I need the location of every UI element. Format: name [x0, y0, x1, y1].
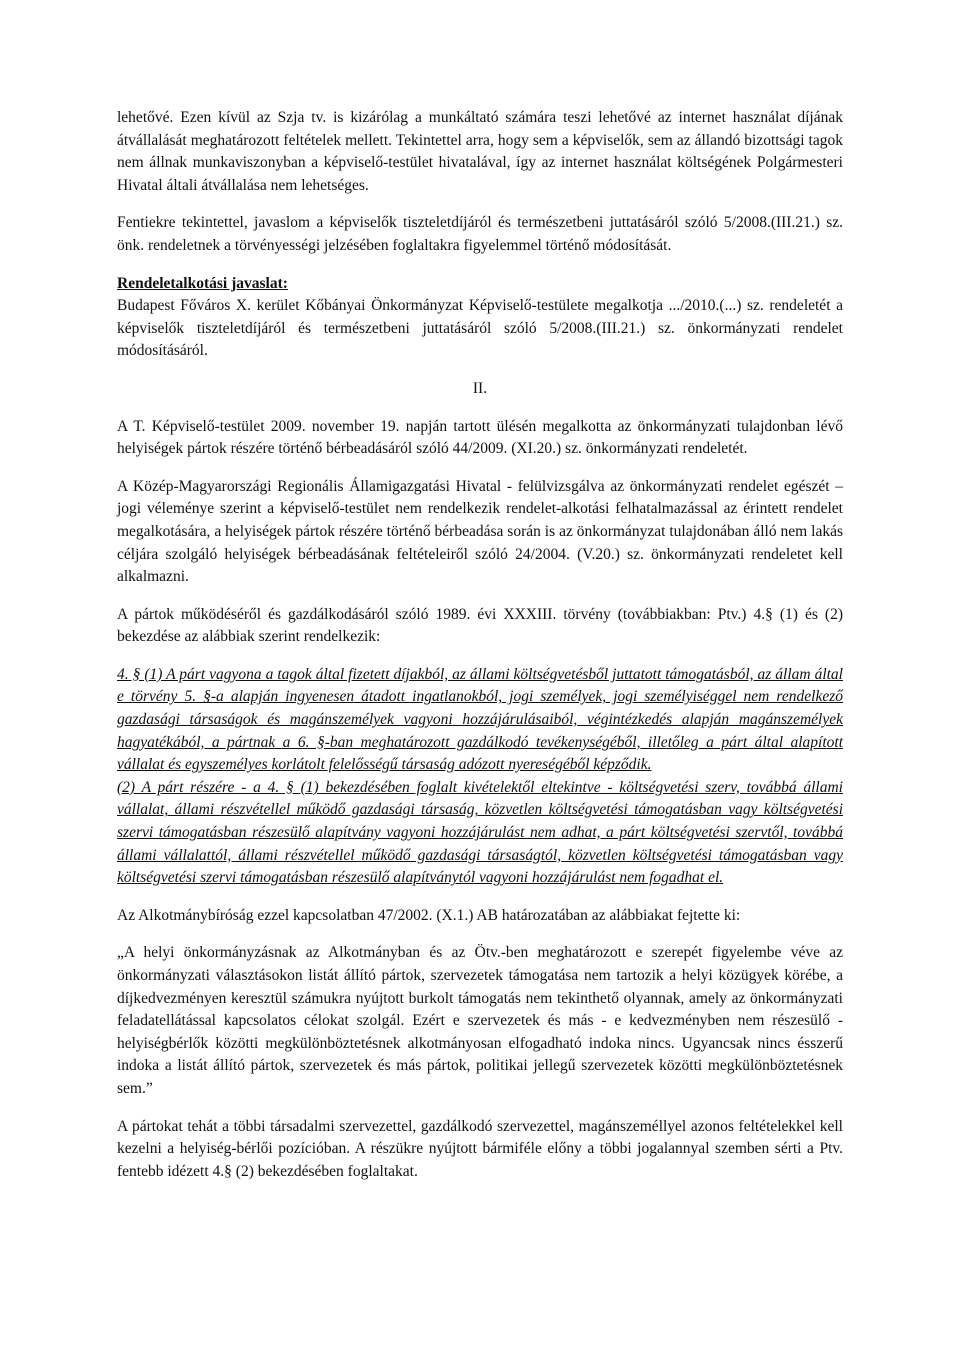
document-page	[117, 107, 843, 1183]
court-quote: „A helyi önkormányzásnak az Alkotmányban és az Ötv.-ben meghatározott e szerepét figyelembe véve az önkormányzati választásokon listát állító pártok, szervezetek támogatása nem tartozik a helyi közügyek körébe, a díjkedvezményen keresztül számukra nyújtott burkolt támogatás nem tekinthető olyannak, amely az önkormányzati feladatellátással kapcsolatos célokat szolgál. Ezért e szervezetek és más - e kedvezményben nem részesülő - helyiségbérlők közötti megkülönböztetésnek alkotmányosan elfogadható indoka nincs. Ugyancsak nincs ésszerű indoka a listát állító pártok, szervezetek és más pártok, politikai jellegű szervezetek közötti megkülönböztetésnek sem.”	[117, 944, 843, 1097]
paragraph: A T. Képviselő-testület 2009. november 19. napján tartott ülésén megalkotta az önkormányzati tulajdonban lévő helyiségek pártok részére történő bérbeadásáról szóló 44/2009. (XI.20.) sz. önkormányzati rendeletét.	[117, 417, 843, 458]
paragraph: lehetővé. Ezen kívül az Szja tv. is kizárólag a munkáltató számára teszi lehetővé az internet használat díjának átvállalását meghatározott feltételek mellett. Tekintettel arra, hogy sem a képviselők, sem az állandó bizottsági tagok nem állnak munkaviszonyban a képviselő-testület hivatalával, így az internet használat költségének Polgármesteri Hivatal általi átvállalása nem lehetséges.	[117, 109, 843, 194]
paragraph: Fentiekre tekintettel, javaslom a képviselők tiszteletdíjáról és természetbeni juttatásáról szóló 5/2008.(III.21.) sz. önk. rendeletnek a törvényességi jelzésében foglaltakra figyelemmel történő módosítását.	[117, 214, 843, 254]
paragraph: Az Alkotmánybíróság ezzel kapcsolatban 47/2002. (X.1.) AB határozatában az alábbiakat fejtette ki:	[117, 906, 741, 924]
paragraph: A pártok működéséről és gazdálkodásáról szóló 1989. évi XXXIII. törvény (továbbiakban: Ptv.) 4.§ (1) és (2) bekezdése az alábbiak szerint rendelkezik:	[117, 605, 843, 646]
paragraph: A Közép-Magyarországi Regionális Államigazgatási Hivatal - felülvizsgálva az önkormányzati rendelet egészét – jogi véleménye szerint a képviselő-testület nem rendelkezik rendelet-alkotási felhatalmazással az érintett rendelet megalkotására, a helyiségek pártok részére történő bérbeadása során is az önkormányzat tulajdonában álló nem lakás céljára szolgáló helyiségek bérbeadásának feltételeiről szóló 24/2004. (V.20.) sz. önkormányzati rendeletet kell alkalmazni.	[117, 477, 843, 586]
law-quote: (2) A párt részére - a 4. § (1) bekezdésében foglalt kivételektől eltekintve - költségvetési szerv, továbbá állami vállalat, állami részvétellel működő gazdasági társaság, közvetlen költségvetési támogatásban vagy költségvetési szervi támogatásban részesülő alapítvány vagyoni hozzájárulást nem adhat, a párt költségvetési szervtől, továbbá állami vállalattól, állami részvétellel működő gazdasági társaságtól, közvetlen költségvetési támogatásban vagy költségvetési szervi támogatásban részesülő alapítványtól vagyoni hozzájárulást nem fogadhat el.	[117, 778, 843, 887]
law-quote: 4. § (1) A párt vagyona a tagok által fizetett díjakból, az állami költségvetésből juttatott támogatásból, az állam által e törvény 5. §-a alapján ingyenesen átadott ingatlanokból, jogi személyek, jogi személyiséggel nem rendelkező gazdasági társaságok és magánszemélyek vagyoni hozzájárulásaiból, végintézkedés alapján magánszemélyek hagyatékából, a pártnak a 6. §-ban meghatározott gazdálkodó tevékenységéből, illetőleg a párt által alapított vállalat és egyszemélyes korlátolt felelősségű társaság adózott nyereségéből képződik.	[117, 665, 843, 774]
paragraph: A pártokat tehát a többi társadalmi szervezettel, gazdálkodó szervezettel, magánszeméllyel azonos feltételekkel kell kezelni a helyiség-bérlői pozícióban. A részükre nyújtott bármiféle előny a többi jogalannyal szemben sérti a Ptv. fentebb idézett 4.§ (2) bekezdésében foglaltakat.	[117, 1117, 843, 1180]
section-number: II.	[472, 379, 488, 397]
section-heading: Rendeletalkotási javaslat:	[117, 274, 288, 292]
paragraph: Budapest Főváros X. kerület Kőbányai Önkormányzat Képviselő-testülete megalkotja .../2010.(...) sz. rendeletét a képviselők tiszteletdíjáról és természetbeni juttatásáról szóló 5/2008.(III.21.) sz. önkormányzati rendelet módosításáról.	[117, 297, 843, 360]
